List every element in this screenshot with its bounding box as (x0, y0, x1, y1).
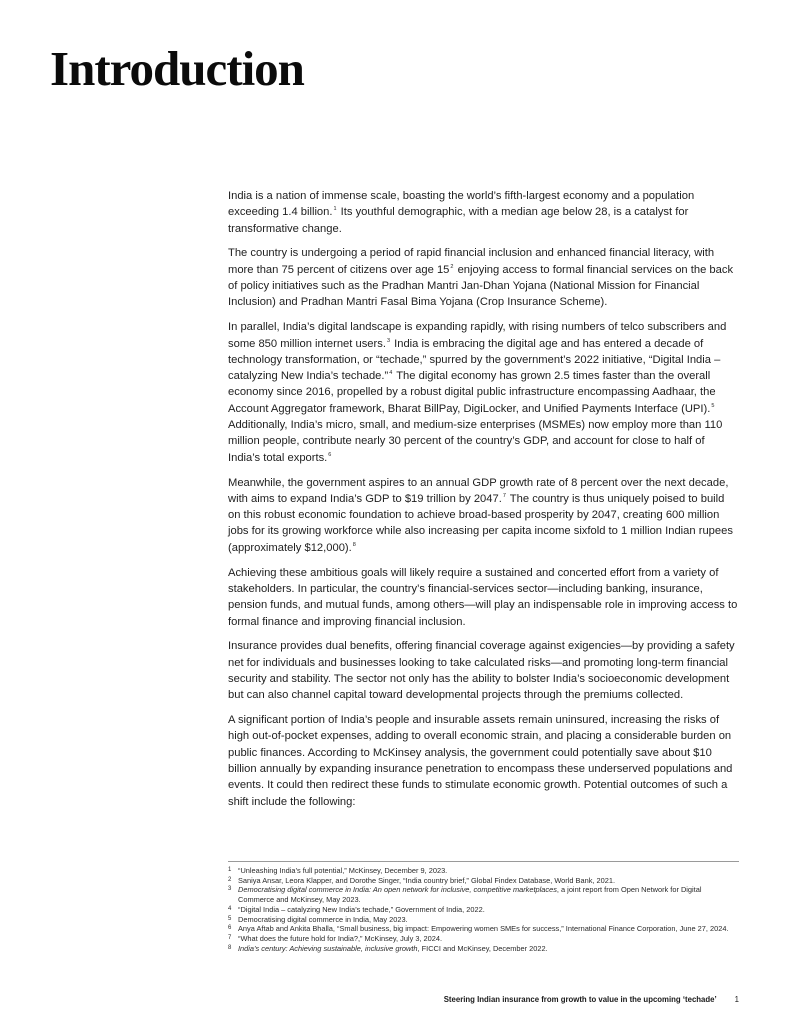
text-run: The country is thus uniquely poised to build on this robust economic foundation to achieve broad-based prosperity by 2047, creating 600 million jobs for its growing workforce while also increasing per capita income sixfold to 1 million Indian rupees (approximately $12,000). (228, 492, 733, 554)
text-run: Insurance provides dual benefits, offering financial coverage against exigencies—by providing a safety net for individuals and businesses looking to take calculated risks—and promoting long-term financial security and stability. The sector not only has the ability to bolster India’s socioeconomic development but can also channel capital toward developmental projects through the premiums collected. (228, 640, 735, 702)
footnote (228, 885, 738, 904)
footnote-text (238, 924, 738, 934)
footnote-number: 2 (228, 876, 232, 883)
footnotes (228, 866, 738, 953)
footnote (228, 876, 738, 886)
footer-report-title: Steering Indian insurance from growth to value in the upcoming ‘techade’ (443, 995, 717, 1004)
footnote-reference: 3 (386, 337, 391, 344)
footnote-number: 4 (228, 905, 232, 912)
paragraph (228, 319, 738, 466)
footnote-number: 1 (228, 867, 232, 873)
text-run: “What does the future hold for India?,” McKinsey, July 3, 2024. (238, 933, 443, 943)
footnote-reference: 8 (352, 541, 356, 548)
text-run: In parallel, India’s digital landscape is expanding rapidly, with rising numbers of telco subscribers and some 850 million internet users. (228, 321, 727, 350)
text-run: , FICCI and McKinsey, December 2022. (417, 943, 548, 953)
footnote (228, 915, 738, 925)
footnote-number: 6 (228, 925, 232, 932)
text-run: enjoying access to formal financial services on the back of policy initiatives such as the Pradhan Mantri Jan-Dhan Yojana (National Mission for Financial Inclusion) and Pradhan Mantri Fasal Bima Yojana (Crop Insurance Scheme). (228, 263, 734, 309)
footnote-reference: 2 (450, 263, 454, 270)
text-run: The country is undergoing a period of rapid financial inclusion and enhanced financial literacy, with more than 75 percent of citizens over age 15 (228, 247, 715, 276)
footnote-number: 7 (228, 934, 232, 941)
italic-title: Democratising digital commerce in India: An open network for inclusive, competitive marketplaces (238, 885, 557, 895)
text-run: “Digital India – catalyzing New India’s techade,” Government of India, 2022. (238, 904, 485, 914)
text-run: “Unleashing India’s full potential,” McKinsey, December 9, 2023. (238, 866, 448, 875)
footnote (228, 905, 738, 915)
paragraph (228, 638, 738, 703)
footnote-reference: 1 (333, 206, 337, 213)
text-run: The digital economy has grown 2.5 times faster than the overall economy since 2016, propelled by a robust digital public infrastructure encompassing Aadhaar, the Account Aggregator framework, Bharat BillPay, DigiLocker, and Unified Payments Interface (UPI). (228, 370, 716, 415)
text-run: Additionally, India’s micro, small, and medium-size enterprises (MSMEs) now employ more than 110 million people, contribute nearly 30 percent of the country’s GDP, and account for close to half of India’s total exports. (228, 419, 723, 464)
footnote (228, 924, 738, 934)
italic-title: India’s century: Achieving sustainable, inclusive growth (238, 943, 418, 953)
footnote-text (238, 885, 738, 904)
paragraph (228, 475, 738, 556)
page-number: 1 (734, 995, 739, 1004)
footnote (228, 866, 738, 876)
paragraph (228, 188, 738, 237)
footnote-text (238, 905, 738, 915)
footnote-reference: 4 (389, 370, 393, 377)
footnote-number: 8 (228, 944, 232, 951)
text-run: Meanwhile, the government aspires to an annual GDP growth rate of 8 percent over the next decade, with aims to expand India’s GDP to $19 trillion by 2047. (228, 476, 729, 505)
text-run: India is embracing the digital age and has entered a decade of technology transformation, or “techade,” spurred by the government’s 2022 initiative, “Digital India – catalyzing New India’s techade.” (228, 337, 721, 383)
footnote-text (238, 876, 738, 886)
body-text (228, 188, 738, 819)
text-run: Achieving these ambitious goals will likely require a sustained and concerted effort from a variety of stakeholders. In particular, the country’s financial-services sector—including banking, insurance, pension funds, and mutual funds, among others—will play an indispensable role in improving access to formal finance and improving financial inclusion. (228, 566, 738, 628)
paragraph (228, 712, 738, 810)
text-run: Its youthful demographic, with a median age below 28, is a catalyst for transformative change. (228, 206, 689, 235)
text-run: , a joint report from Open Network for Digital Commerce and McKinsey, May 2023. (238, 885, 702, 905)
footnote-reference: 5 (711, 402, 715, 409)
footnote (228, 944, 738, 954)
text-run: Democratising digital commerce in India, May 2023. (238, 914, 408, 924)
text-run: India is a nation of immense scale, boasting the world’s fifth-largest economy and a population exceeding 1.4 billion. (228, 190, 695, 219)
paragraph (228, 245, 738, 310)
text-run: Saniya Ansar, Leora Klapper, and Dorothe Singer, “India country brief,” Global Findex Database, World Bank, 2021. (238, 875, 616, 885)
footnote-text (238, 944, 738, 954)
footnote-number: 5 (228, 915, 232, 922)
footnote-text (238, 915, 738, 925)
footnote (228, 934, 738, 944)
footnote-reference: 6 (328, 451, 332, 458)
page-footer (444, 995, 739, 1004)
paragraph (228, 565, 738, 630)
footnote-divider (228, 861, 739, 862)
footnote-reference: 7 (502, 492, 506, 499)
footnote-text (238, 934, 738, 944)
text-run: A significant portion of India’s people and insurable assets remain uninsured, increasing the risks of high out-of-pocket expenses, adding to overall economic strain, and placing a considerable burden on public finances. According to McKinsey analysis, the government could potentially save about $10 billion annually by expanding insurance penetration to encompass these underserved populations and events. It could then redirect these funds to stimulate economic growth. Potential outcomes of such a shift include the following: (228, 714, 733, 808)
text-run: Anya Aftab and Ankita Bhalla, “Small business, big impact: Empowering women SMEs for success,” International Finance Corporation, June 27, 2024. (238, 924, 729, 934)
footnote-number: 3 (228, 886, 232, 893)
footnote-text (238, 866, 738, 876)
page-title: Introduction (50, 41, 304, 96)
